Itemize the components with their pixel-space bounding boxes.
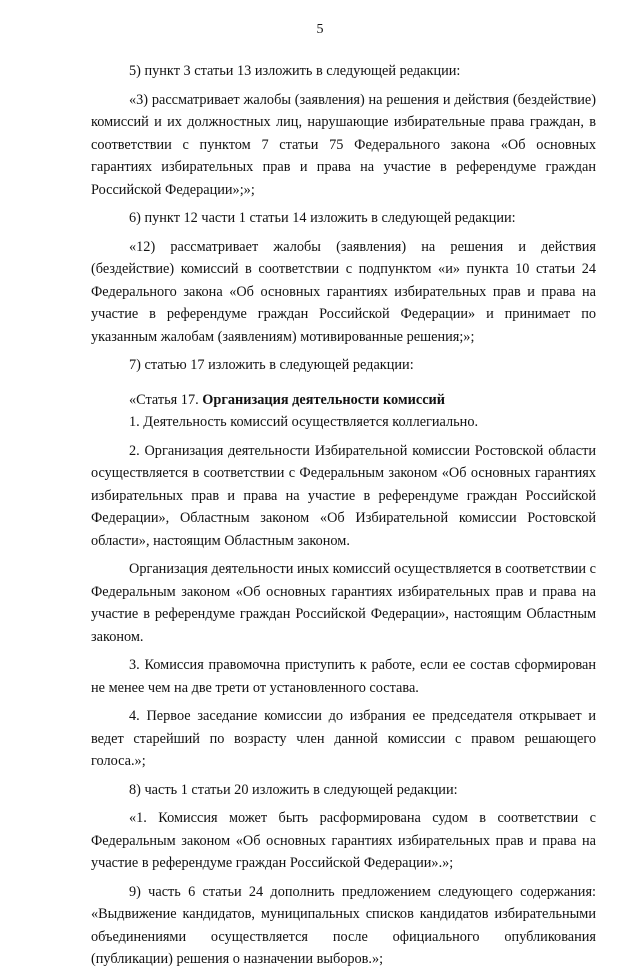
paragraph-item-6: 6) пункт 12 части 1 статьи 14 изложить в следующей редакции: [129,210,516,226]
paragraph-item-5-text: «3) рассматривает жалобы (заявления) на решения и действия (бездействие) комиссий и их должностных лиц, нарушающие избирательные права граждан, в соответствии с пунктом 7 статьи 75 Федерального закона «Об основных гарантиях избирательных прав и права на участие в референдуме граждан Российской Федерации»;»; [91,91,596,198]
paragraph-item-6-text: «12) рассматривает жалобы (заявления) на решения и действия (бездействие) комиссий в соответствии с подпунктом «и» пункта 10 статьи 24 Федерального закона «Об основных гарантиях избирательных прав и права на участие в референдуме граждан Российской Федерации» и принимает по указанным жалобам (заявлениям) мотивированные решения;»; [91,238,596,345]
article-heading [91,389,596,412]
article-paragraph-4: 4. Первое заседание комиссии до избрания ее председателя открывает и ведет старейший по возрасту член данной комиссии с правом решающего голоса.»; [91,708,596,769]
article-paragraph-1: 1. Деятельность комиссий осуществляется коллегиально. [129,414,479,430]
page-number: 5 [316,22,324,37]
paragraph-item-5: 5) пункт 3 статьи 13 изложить в следующей редакции: [129,63,461,79]
paragraph-item-9: 9) часть 6 статьи 24 дополнить предложением следующего содержания: «Выдвижение кандидатов, муниципальных списков кандидатов избирательными объединениями осуществляется после официального опубликования (публикации) решения о назначении выборов.»; [91,883,596,967]
paragraph-item-8-text: «1. Комиссия может быть расформирована судом в соответствии с Федеральным законом «Об основных гарантиях избирательных прав и права на участие в референдуме граждан Российской Федерации».»; [91,810,596,871]
paragraph-item-8: 8) часть 1 статьи 20 изложить в следующей редакции: [129,781,458,798]
paragraph-item-7: 7) статью 17 изложить в следующей редакции: [129,357,414,373]
article-paragraph-2-cont: Организация деятельности иных комиссий осуществляется в соответствии с Федеральным законом «Об основных гарантиях избирательных прав и права на участие в референдуме граждан Российской Федерации», настоящим Областным законом. [91,561,596,645]
document-body [91,60,596,977]
article-paragraph-2: 2. Организация деятельности Избирательной комиссии Ростовской области осуществляется в соответствии с Федеральным законом «Об основных гарантиях избирательных прав и права на участие в референдуме граждан Российской Федерации», Областным законом «Об Избирательной комиссии Ростовской области», настоящим Областным законом. [91,442,596,549]
article-paragraph-3: 3. Комиссия правомочна приступить к работе, если ее состав сформирован не менее чем на две трети от установленного состава. [91,657,596,696]
article-heading-prefix: «Статья 17. [129,391,203,408]
article-heading-title: Организация деятельности комиссий [202,391,446,408]
